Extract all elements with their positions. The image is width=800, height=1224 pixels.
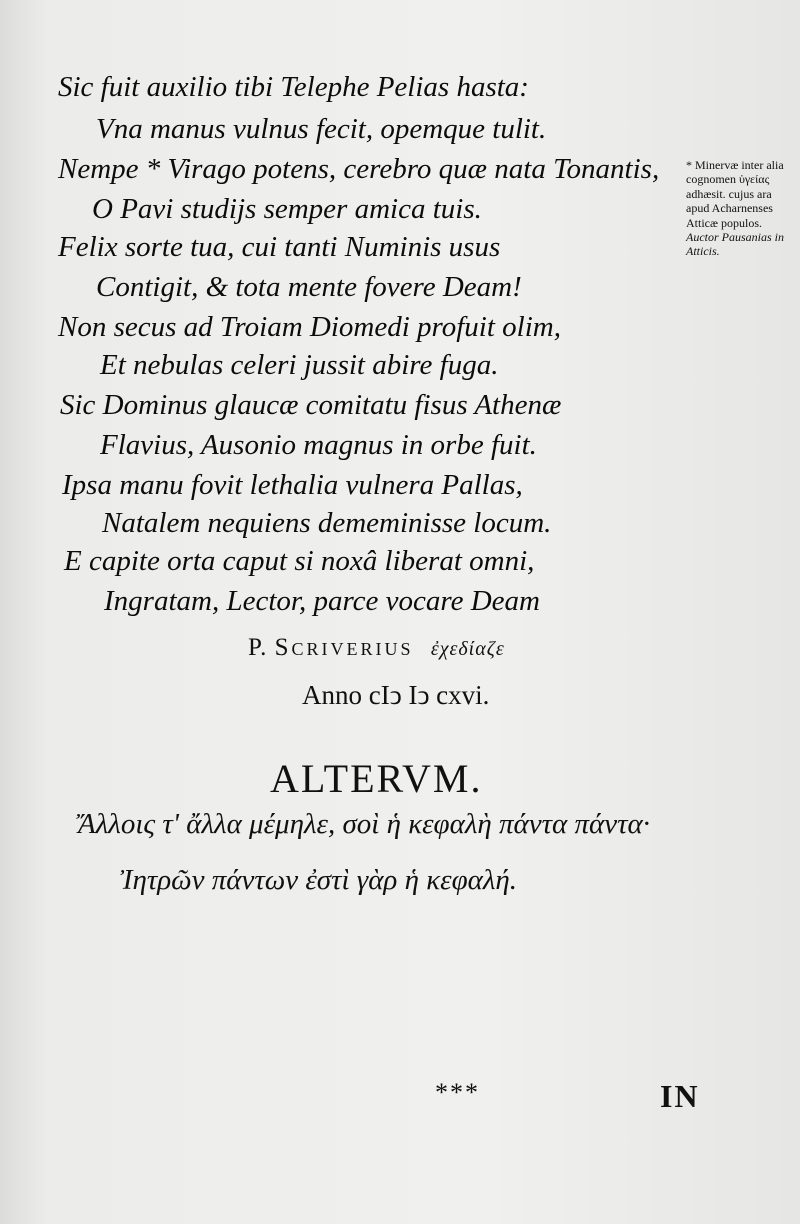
- greek-line: Ἄλλοις τ' ἄλλα μέμηλε, σοὶ ἡ κεφαλὴ πάντα πάντα·: [78, 808, 650, 840]
- verse-line: O Pavi studijs semper amica tuis.: [92, 193, 482, 225]
- signature: [248, 634, 505, 662]
- verse-line: Sic Dominus glaucæ comitatu fisus Athenæ: [60, 389, 562, 421]
- verse-line: Sic fuit auxilio tibi Telephe Pelias hasta:: [58, 71, 529, 103]
- verse-line: E capite orta caput si noxâ liberat omni,: [64, 545, 535, 577]
- verse-line: Felix sorte tua, cui tanti Numinis usus: [58, 231, 501, 263]
- section-heading: ALTERVM.: [270, 756, 483, 801]
- verse-line: Non secus ad Troiam Diomedi profuit olim,: [58, 311, 561, 343]
- signature-greek: ἐχεδίαζε: [430, 638, 505, 660]
- verse-line: Et nebulas celeri jussit abire fuga.: [100, 349, 499, 381]
- verse-line: Nempe * Virago potens, cerebro quæ nata Tonantis,: [58, 153, 660, 185]
- verse-line: Flavius, Ausonio magnus in orbe fuit.: [100, 429, 537, 461]
- verse-line: Ingratam, Lector, parce vocare Deam: [104, 585, 540, 617]
- signature-initial: P.: [248, 634, 268, 661]
- verse-line: Ipsa manu fovit lethalia vulnera Pallas,: [62, 469, 523, 501]
- verse-line: Vna manus vulnus fecit, opemque tulit.: [96, 113, 547, 145]
- verse-line: Natalem nequiens dememinisse locum.: [102, 507, 552, 539]
- margin-note-source: Auctor Pausanias in Atticis.: [686, 230, 784, 259]
- signature-name: Scriverius: [274, 634, 414, 661]
- margin-note: [686, 158, 786, 259]
- margin-note-text: * Minervæ inter alia cognomen ὑγείας adhæsit. cujus ara apud Acharnenses Atticæ populos.: [686, 158, 784, 230]
- greek-line: Ἰητρῶν πάντων ἐστὶ γὰρ ἡ κεφαλή.: [120, 864, 518, 896]
- catchword: IN: [660, 1078, 700, 1114]
- year-line: Anno cIↄ Iↄ cxvi.: [302, 680, 490, 710]
- ornament-stars: ***: [435, 1078, 480, 1107]
- verse-line: Contigit, & tota mente fovere Deam!: [96, 271, 522, 303]
